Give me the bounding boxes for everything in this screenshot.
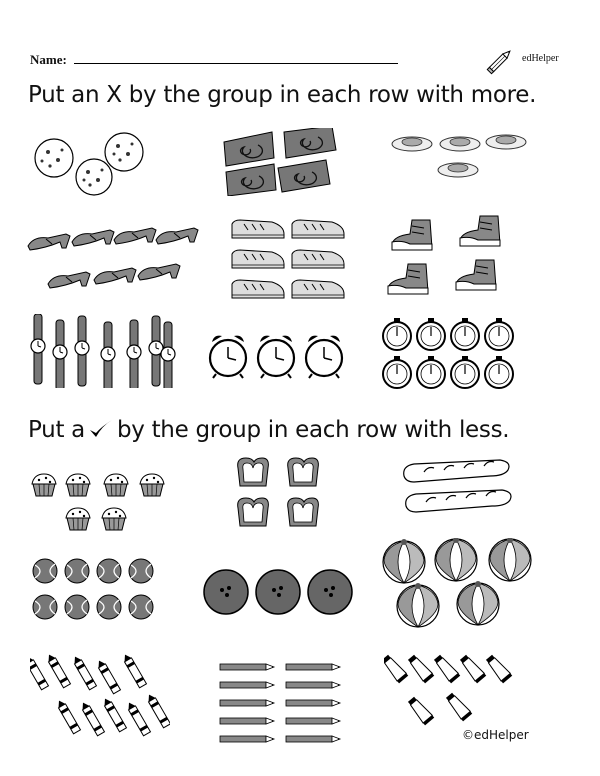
stopwatch-icon (380, 318, 520, 392)
bowling-ball-icon (200, 564, 360, 620)
boot-icon (386, 214, 516, 300)
group-baguettes[interactable] (398, 456, 518, 516)
group-stopwatches[interactable] (380, 318, 520, 392)
group-crayons[interactable] (30, 648, 170, 748)
group-alarm-clocks[interactable] (206, 328, 346, 384)
beach-ball-icon (380, 538, 540, 634)
instruction-less (28, 417, 509, 443)
tennis-ball-icon (30, 556, 160, 626)
name-label: Name: (30, 52, 67, 67)
alarm-clock-icon (206, 328, 346, 384)
instruction-less-start: Put a (28, 417, 85, 443)
more-row-2 (0, 218, 600, 300)
less-row-2 (0, 538, 600, 634)
group-sneakers[interactable] (228, 218, 358, 302)
cookie-icon (28, 128, 158, 196)
paint-tube-icon (384, 648, 524, 728)
high-heel-shoe-icon (26, 222, 206, 294)
group-beach-balls[interactable] (380, 538, 540, 634)
group-cake-plates[interactable] (390, 128, 530, 188)
group-paint-tubes[interactable] (384, 648, 524, 728)
group-bread-slices[interactable] (228, 456, 328, 532)
cupcake-icon (28, 470, 178, 532)
instruction-less-end: by the group in each row with less. (116, 417, 510, 443)
baguette-icon (398, 456, 518, 516)
name-row (30, 50, 570, 70)
group-cupcakes[interactable] (28, 470, 178, 532)
group-tennis-balls[interactable] (30, 556, 160, 626)
more-row-3 (0, 312, 600, 392)
less-row-1 (0, 456, 600, 536)
cinnamon-roll-icon (220, 128, 350, 196)
brand-label: edHelper (522, 53, 559, 64)
group-bowling-balls[interactable] (200, 564, 360, 620)
group-pencils[interactable] (218, 662, 348, 748)
sneaker-icon (228, 218, 358, 302)
group-cinnamon-rolls[interactable] (220, 128, 350, 196)
checkmark-icon (88, 418, 114, 440)
name-field[interactable] (74, 63, 398, 64)
group-cookies[interactable] (28, 128, 158, 196)
group-high-heels[interactable] (26, 222, 206, 294)
group-boots[interactable] (386, 214, 516, 300)
cake-plate-icon (390, 128, 530, 188)
pencil-item-icon (218, 662, 348, 748)
copyright-label: ©edHelper (462, 728, 529, 742)
pencil-icon (485, 46, 515, 76)
wristwatch-icon (30, 314, 180, 388)
instruction-more: Put an X by the group in each row with more. (28, 82, 537, 108)
more-row-1 (0, 128, 600, 196)
crayon-icon (30, 648, 170, 748)
group-wristwatches[interactable] (30, 314, 180, 388)
bread-slice-icon (228, 456, 328, 532)
